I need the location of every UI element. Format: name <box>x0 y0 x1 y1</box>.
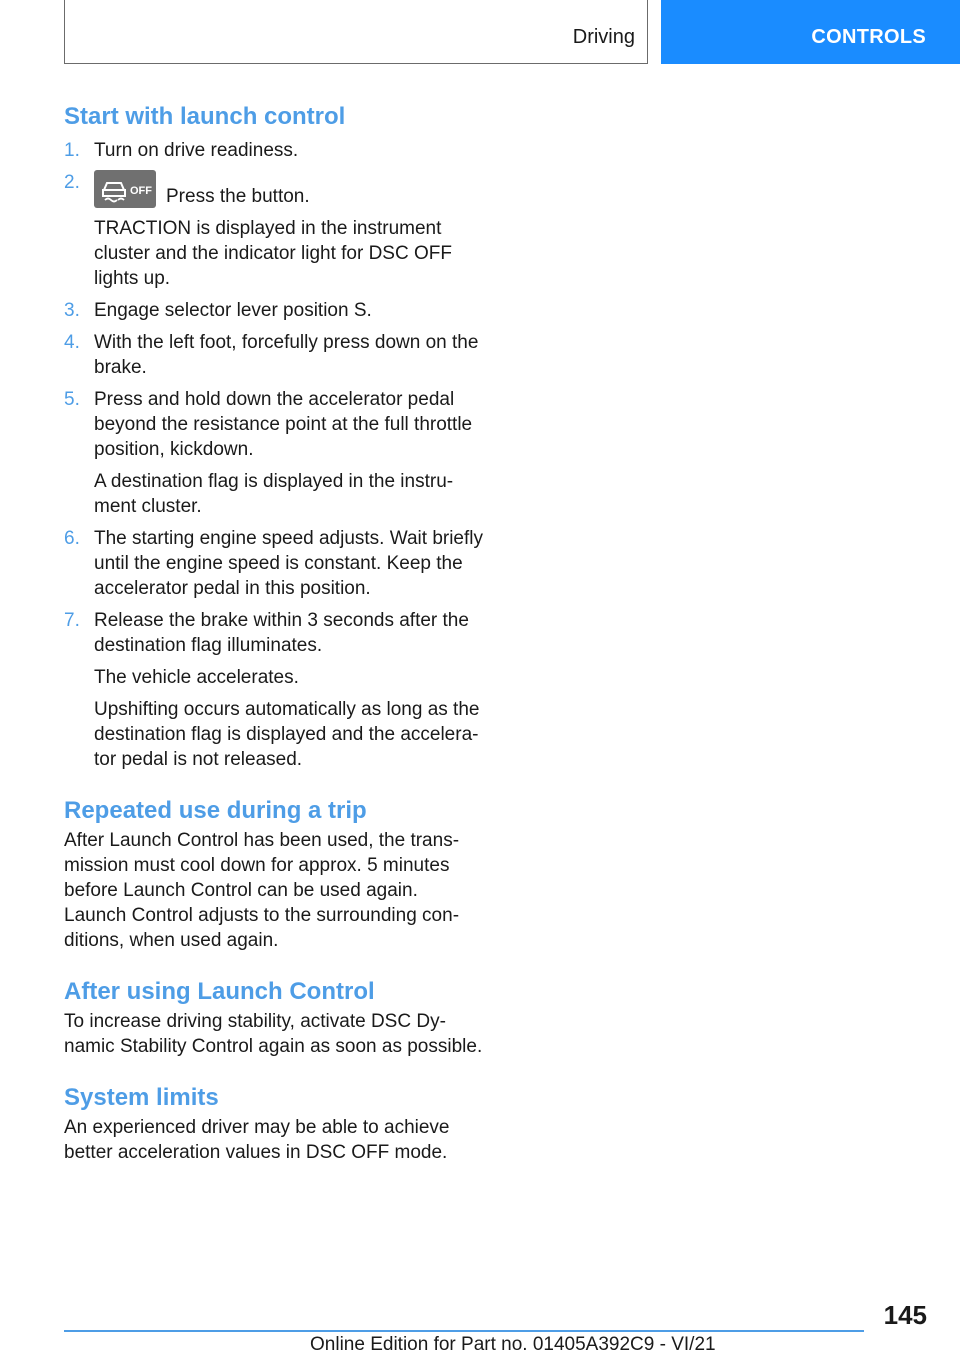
list-item <box>64 138 484 163</box>
page-content <box>64 100 484 1165</box>
dsc-off-icon-label: OFF <box>130 185 152 197</box>
dsc-off-button-icon <box>94 170 156 208</box>
step-note: The vehicle accelerates. <box>94 667 299 688</box>
list-item <box>64 387 484 519</box>
paragraph-system-limits: An experienced driver may be able to achieve better acceleration values in DSC OFF mode. <box>64 1117 450 1163</box>
paragraph-repeated-use: After Launch Control has been used, the trans-mission must cool down for approx. 5 minutes before Launch Control can be used again. Launch Control adjusts to the surrounding con-ditions, when used again. <box>64 830 460 951</box>
launch-steps-list <box>64 138 484 772</box>
list-item <box>64 170 484 291</box>
step-text: Release the brake within 3 seconds after the destination flag illuminates. <box>94 610 469 656</box>
step-text: With the left foot, forcefully press down on the brake. <box>94 332 479 378</box>
step-number: 1. <box>64 140 80 161</box>
paragraph-after-using: To increase driving stability, activate DSC Dy-namic Stability Control again as soon as possible. <box>64 1011 483 1057</box>
page-number: 145 <box>883 1300 927 1330</box>
step-number: 3. <box>64 300 80 321</box>
step-number: 2. <box>64 172 80 193</box>
footer-edition: Online Edition for Part no. 01405A392C9 - VI/21 <box>310 1334 716 1355</box>
step-note: Upshifting occurs automatically as long as the destination flag is displayed and the accelera-tor pedal is not released. <box>94 699 480 770</box>
footer-divider <box>64 1330 864 1332</box>
heading-repeated-use: Repeated use during a trip <box>64 797 367 824</box>
header-chapter-tab <box>661 0 960 64</box>
header-section-title: Driving <box>572 26 635 48</box>
step-note: TRACTION is displayed in the instrument cluster and the indicator light for DSC OFF lights up. <box>94 218 452 289</box>
step-number: 7. <box>64 610 80 631</box>
header-section-box <box>64 0 648 64</box>
list-item <box>64 608 484 772</box>
step-text: Engage selector lever position S. <box>94 300 372 321</box>
step-note: A destination flag is displayed in the instru-ment cluster. <box>94 471 454 517</box>
step-text: Press and hold down the accelerator pedal beyond the resistance point at the full throttle position, kickdown. <box>94 389 473 460</box>
step-text: Turn on drive readiness. <box>94 140 299 161</box>
list-item <box>64 298 484 323</box>
header-chapter-title: CONTROLS <box>811 26 926 48</box>
step-number: 4. <box>64 332 80 353</box>
heading-after-using: After using Launch Control <box>64 978 375 1005</box>
step-number: 5. <box>64 389 80 410</box>
list-item <box>64 330 484 380</box>
step-number: 6. <box>64 528 80 549</box>
heading-system-limits: System limits <box>64 1084 219 1111</box>
heading-launch: Start with launch control <box>64 103 346 130</box>
list-item <box>64 526 484 601</box>
step-text: The starting engine speed adjusts. Wait briefly until the engine speed is constant. Keep the accelerator pedal in this position. <box>94 528 483 599</box>
step-text: Press the button. <box>166 186 310 207</box>
